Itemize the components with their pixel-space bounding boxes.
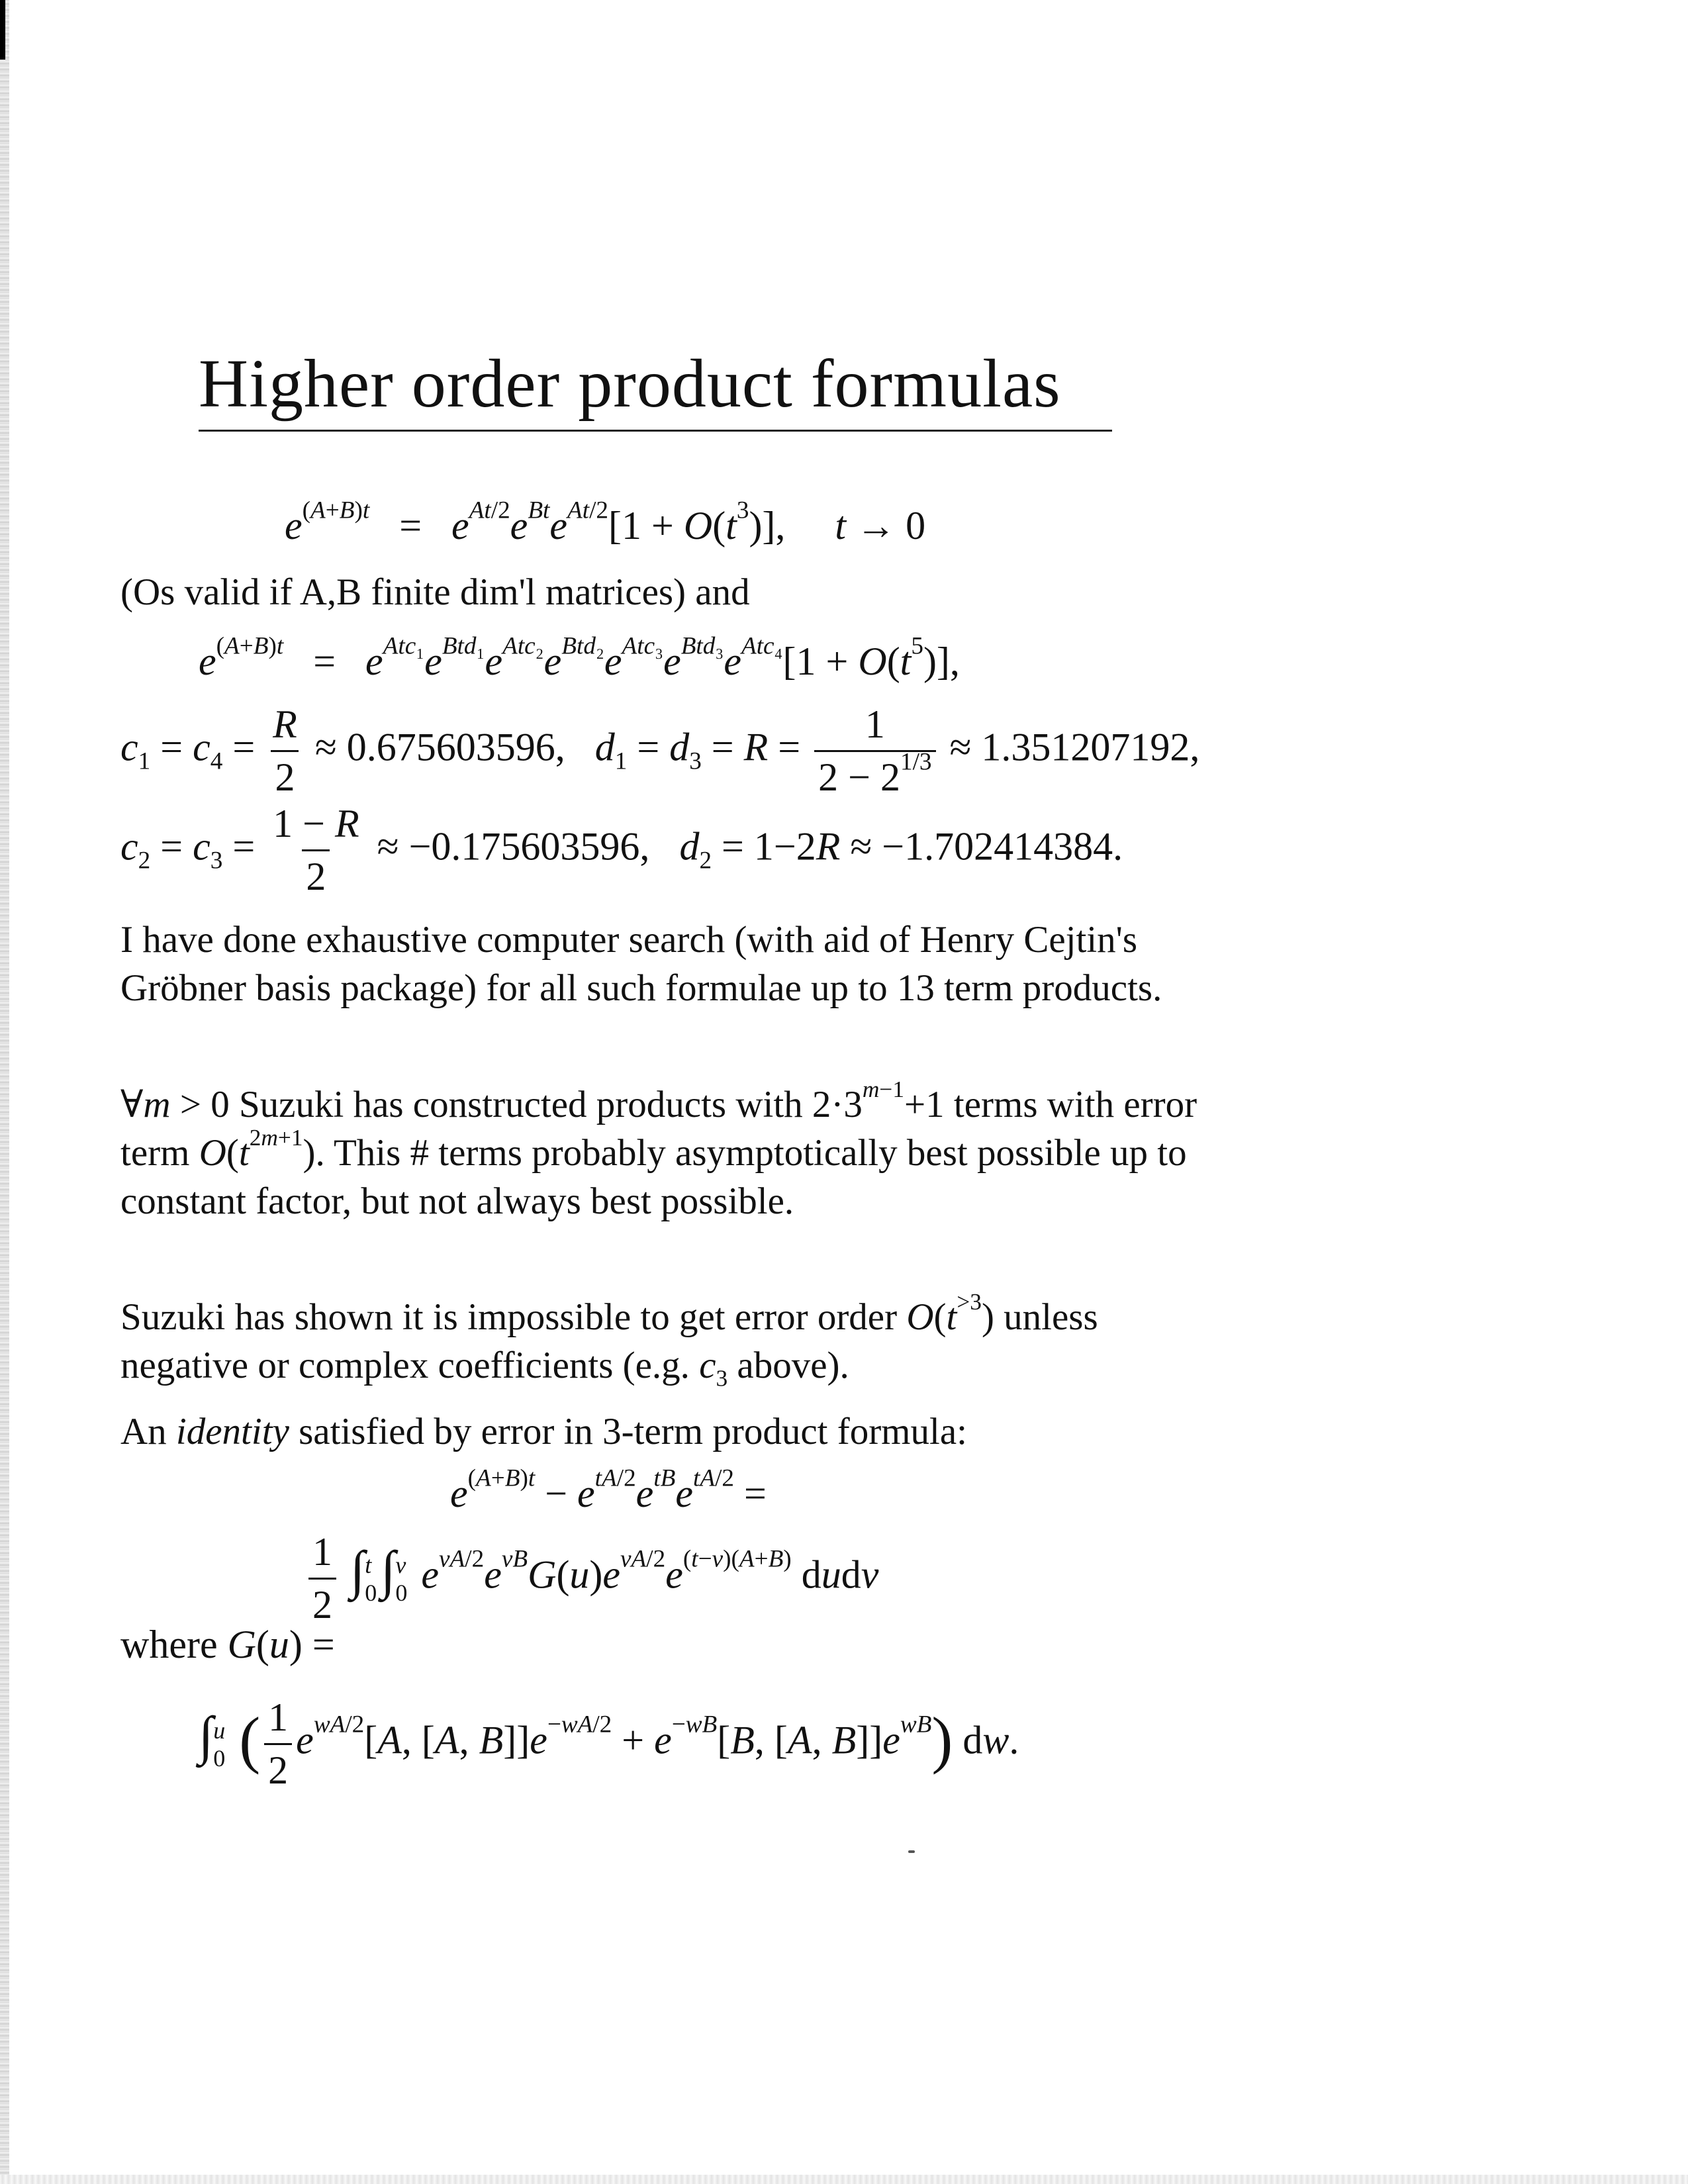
- equation-c2-d2: $c_2 = c_3$ = $\frac{1 - R}{2}$ ≈ −0.175603596, $d_2 = 1-2R \approx -1.702414384$.: [120, 802, 1123, 898]
- scan-edge: [0, 0, 9, 2184]
- scan-bottom-edge: [0, 2175, 1688, 2184]
- search-paragraph: I have done exhaustive computer search (with aid of Henry Cejtin's Gröbner basis package) for all such formulae up to 13 term products.: [120, 919, 1162, 1009]
- c1-value: ≈ 0.675603596,: [314, 725, 565, 769]
- suzuki-impossibility-paragraph: Suzuki has shown it is impossible to get error order $O(t^{>3})$ unless negative or complex coefficients (e.g. $c_3$ above).: [120, 1288, 1098, 1392]
- scan-speck: [908, 1850, 915, 1853]
- validity-note: (Os valid if A,B finite dim'l matrices) and: [120, 571, 750, 613]
- identity-rhs: $\frac{1}{2}$ ∫ t 0 ∫ v 0 $e^{vA/2}e^{vB}G(u)e^{vA/2}e^{(t-v)(A+B)}$ dudv: [305, 1529, 878, 1628]
- identity-lhs: $e^{(A+B)t} - e^{tA/2}e^{tB}e^{tA/2}$ =: [450, 1464, 767, 1515]
- suzuki-construction-paragraph: ∀m > 0 Suzuki has constructed products with $2\cdot 3^{m-1}+1$ terms with error term $O(t^{2m+1})$. This # terms probably asymptotically best possible up to constant factor, but not always best possible.: [120, 1076, 1197, 1222]
- g-definition-label: where G(u) =: [120, 1623, 335, 1666]
- equation-second-order: $e^{(A+B)t} = e^{At/2}e^{Bt}e^{At/2}[1 + O(t^3)]$, t → 0: [285, 497, 926, 547]
- scan-mark: [0, 0, 5, 60]
- equation-fourth-order: $e^{(A+B)t} = e^{Atc_1}e^{Btd_1}e^{Atc_2}e^{Btd_2}e^{Atc_3}e^{Btd_3}e^{Atc_4}[1 + O(t^5)]$,: [199, 632, 960, 683]
- identity-intro: An identity satisfied by error in 3-term product formula:: [120, 1411, 967, 1452]
- c2-value: ≈ −0.175603596,: [377, 824, 650, 869]
- equation-c1-d1: $c_1 = c_4$ = $\frac{R}{2}$ ≈ 0.675603596, $d_1 = d_3 = R$ = $\frac{1}{2 - 2^{1/3}}$ ≈ 1.351207192,: [120, 702, 1200, 799]
- g-definition-integral: ∫ u 0 ( $\frac{1}{2}$ $e^{wA/2}[A$, [A, $B]]e^{-wA/2} + e^{-wB}[B$, [A, $B]]e^{wB}$) dw.: [199, 1695, 1019, 1792]
- d2-value: ≈ −1.702414384.: [850, 824, 1123, 869]
- page-title: Higher order product formulas: [199, 344, 1112, 432]
- r-value: ≈ 1.351207192,: [949, 725, 1200, 769]
